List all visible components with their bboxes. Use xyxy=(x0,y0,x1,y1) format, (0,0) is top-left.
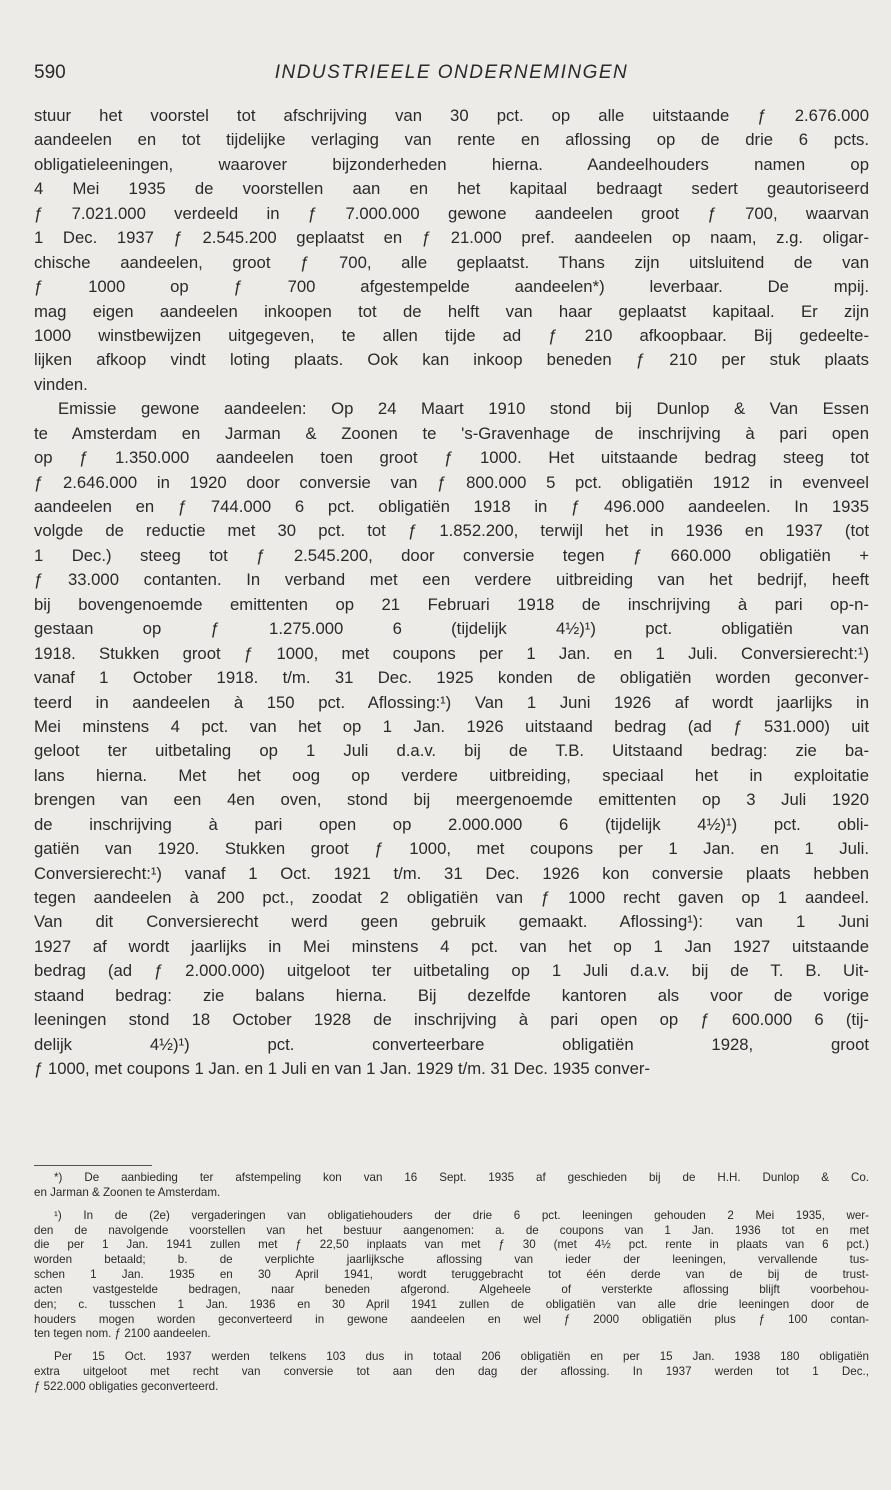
text-line: leeningen stond 18 October 1928 de inschrijving à pari open op ƒ 600.000 6 (tij- xyxy=(34,1010,869,1030)
text-line: ƒ 2.646.000 in 1920 door conversie van ƒ 800.000 5 pct. obligatiën 1912 in evenveel xyxy=(34,472,869,492)
footnote-gap xyxy=(34,1342,869,1350)
footnote-line: den; c. tusschen 1 Jan. 1936 en 30 April 1941 zullen de obligatiën van alle drie leeningen door de xyxy=(34,1297,869,1311)
text-line: lans hierna. Met het oog op verdere uitbreiding, speciaal het in exploitatie xyxy=(34,765,869,785)
text-line: op ƒ 1.350.000 aandeelen toen groot ƒ 1000. Het uitstaande bedrag steeg tot xyxy=(34,448,869,468)
text-line: aandeelen en ƒ 744.000 6 pct. obligatiën 1918 in ƒ 496.000 aandeelen. In 1935 xyxy=(34,497,869,516)
footnote-line: en Jarman & Zoonen te Amsterdam. xyxy=(34,1185,221,1199)
text-line: ƒ 1000 op ƒ 700 afgestempelde aandeelen*) leverbaar. De mpij. xyxy=(34,277,869,297)
text-line: vanaf 1 October 1918. t/m. 31 Dec. 1925 konden de obligatiën worden geconver- xyxy=(34,668,869,688)
footnote-line: houders mogen worden geconverteerd in gewone aandeelen en wel ƒ 2000 obligatiën plus ƒ 100 contan- xyxy=(34,1312,869,1326)
text-line: 1927 af wordt jaarlijks in Mei minstens 4 pct. van het op 1 Jan 1927 uitstaande xyxy=(34,936,869,956)
text-line: ƒ 33.000 contanten. In verband met een verdere uitbreiding van het bedrijf, heeft xyxy=(34,570,869,590)
text-line: 1 Dec. 1937 ƒ 2.545.200 geplaatst en ƒ 21.000 pref. aandeelen op naam, z.g. oligar- xyxy=(34,228,869,248)
footnote-line: die per 1 Jan. 1941 zullen met ƒ 22,50 inplaats van met ƒ 30 (met 4½ pct. rente in plaats van 6 pct.) xyxy=(34,1238,869,1252)
page-number: 590 xyxy=(34,62,66,83)
text-line: tegen aandeelen à 200 pct., zoodat 2 obligatiën van ƒ 1000 recht gaven op 1 aandeel. xyxy=(34,888,869,907)
page-header xyxy=(34,62,869,90)
footnote-gap xyxy=(34,1201,869,1209)
text-line: Mei minstens 4 pct. van het op 1 Jan. 1926 uitstaand bedrag (ad ƒ 531.000) uit xyxy=(34,716,869,736)
text-line: te Amsterdam en Jarman & Zoonen te 's-Gravenhage de inschrijving à pari open xyxy=(34,423,869,443)
text-line: bij bovengenoemde emittenten op 21 Februari 1918 de inschrijving à pari op-n- xyxy=(34,594,869,614)
footnote-rule xyxy=(34,1165,152,1166)
text-line: 1 Dec.) steeg tot ƒ 2.545.200, door conversie tegen ƒ 660.000 obligatiën + xyxy=(34,545,869,565)
footnote-line: acten vastgestelde bedragen, naar beneden afgerond. Algeheele of versterkte aflossing blijft voorbehou- xyxy=(34,1282,869,1296)
text-line: lijken afkoop vindt loting plaats. Ook kan inkoop beneden ƒ 210 per stuk plaats xyxy=(34,350,869,370)
text-line: ƒ 1000, met coupons 1 Jan. en 1 Juli en van 1 Jan. 1929 t/m. 31 Dec. 1935 conver- xyxy=(34,1059,650,1079)
text-line: delijk 4½)¹) pct. converteerbare obligatiën 1928, groot xyxy=(34,1034,869,1054)
footnote-line: *) De aanbieding ter afstempeling kon van 16 Sept. 1935 af geschieden bij de H.H. Dunlop & Co. xyxy=(54,1171,869,1184)
footnote-line: ¹) In de (2e) vergaderingen van obligatiehouders der drie 6 pct. leeningen gehouden 2 Mei 1935, wer- xyxy=(54,1208,869,1222)
text-line: Emissie gewone aandeelen: Op 24 Maart 1910 stond bij Dunlop & Van Essen xyxy=(58,399,869,419)
text-line: chische aandeelen, groot ƒ 700, alle geplaatst. Thans zijn uitsluitend de van xyxy=(34,252,869,272)
main-text xyxy=(34,104,869,1082)
text-line: staand bedrag: zie balans hierna. Bij dezelfde kantoren als voor de vorige xyxy=(34,985,869,1005)
footnote-line: den de navolgende voorstellen van het bestuur aangenomen: a. de coupons van 1 Jan. 1936 tot en met xyxy=(34,1223,869,1237)
text-line: obligatieleeningen, waarover bijzonderheden hierna. Aandeelhouders namen op xyxy=(34,154,869,174)
text-line: 4 Mei 1935 de voorstellen aan en het kapitaal bedraagt sedert geautoriseerd xyxy=(34,179,869,199)
footnote-line: extra uitgeloot met recht van conversie tot aan den dag der aflossing. In 1937 werden tot 1 Dec., xyxy=(34,1365,869,1379)
text-line: gatiën van 1920. Stukken groot ƒ 1000, met coupons per 1 Jan. en 1 Juli. xyxy=(34,839,869,859)
text-line: volgde de reductie met 30 pct. tot ƒ 1.852.200, terwijl het in 1936 en 1937 (tot xyxy=(34,521,869,541)
text-line: Conversierecht:¹) vanaf 1 Oct. 1921 t/m. 31 Dec. 1926 kon conversie plaats hebben xyxy=(34,863,869,883)
text-line: bedrag (ad ƒ 2.000.000) uitgeloot ter uitbetaling op 1 Juli d.a.v. bij de T. B. Uit- xyxy=(34,961,869,981)
footnote-line: ten tegen nom. ƒ 2100 aandeelen. xyxy=(34,1327,211,1341)
running-title: INDUSTRIEELE ONDERNEMINGEN xyxy=(274,62,629,83)
footnote-line: Per 15 Oct. 1937 werden telkens 103 dus in totaal 206 obligatiën en per 15 Jan. 1938 180 obligatiën xyxy=(54,1350,869,1364)
text-line: vinden. xyxy=(34,374,88,394)
text-line: ƒ 7.021.000 verdeeld in ƒ 7.000.000 gewone aandeelen groot ƒ 700, waarvan xyxy=(34,203,869,223)
text-line: mag eigen aandeelen inkoopen tot de helft van haar geplaatst kapitaal. Er zijn xyxy=(34,301,869,321)
text-line: teerd in aandeelen à 150 pct. Aflossing:¹) Van 1 Juni 1926 af wordt jaarlijks in xyxy=(34,692,869,712)
text-line: gestaan op ƒ 1.275.000 6 (tijdelijk 4½)¹) pct. obligatiën van xyxy=(34,619,869,639)
text-line: stuur het voorstel tot afschrijving van 30 pct. op alle uitstaande ƒ 2.676.000 xyxy=(34,106,869,125)
text-line: geloot ter uitbetaling op 1 Juli d.a.v. bij de T.B. Uitstaand bedrag: zie ba- xyxy=(34,741,869,761)
text-line: 1918. Stukken groot ƒ 1000, met coupons per 1 Jan. en 1 Juli. Conversierecht:¹) xyxy=(34,643,869,663)
text-line: de inschrijving à pari open op 2.000.000 6 (tijdelijk 4½)¹) pct. obli- xyxy=(34,814,869,834)
footnote-line: worden betaald; b. de verplichte jaarlijksche aflossing van ieder der leeningen, vervallende tus- xyxy=(34,1253,869,1267)
text-line: Van dit Conversierecht werd geen gebruik gemaakt. Aflossing¹): van 1 Juni xyxy=(34,912,869,932)
text-line: 1000 winstbewijzen uitgegeven, te allen tijde ad ƒ 210 afkoopbaar. Bij gedeelte- xyxy=(34,325,869,345)
text-line: aandeelen en tot tijdelijke verlaging van rente en aflossing op de drie 6 pcts. xyxy=(34,130,869,150)
footnotes xyxy=(34,1171,869,1395)
text-line: brengen van een 4en oven, stond bij meergenoemde emittenten op 3 Juli 1920 xyxy=(34,790,869,810)
footnote-line: ƒ 522.000 obligaties geconverteerd. xyxy=(34,1379,219,1393)
footnote-line: schen 1 Jan. 1935 en 30 April 1941, wordt teruggebracht tot één derde van de bij de trust- xyxy=(34,1268,869,1282)
